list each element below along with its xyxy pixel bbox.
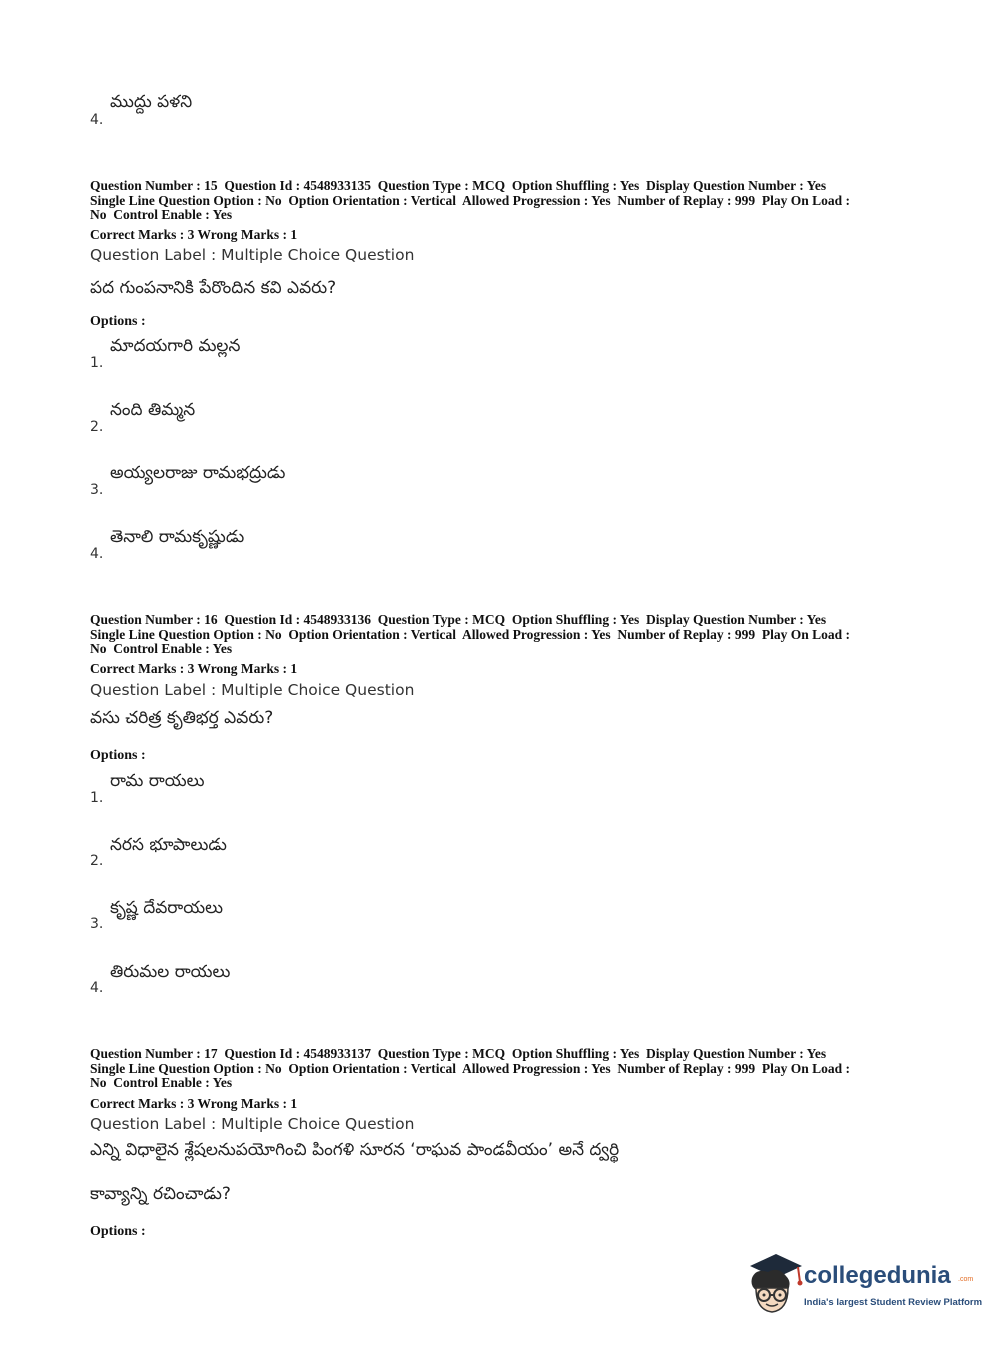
option-2-number: 2. [90,419,104,435]
option-3-number: 3. [90,482,104,498]
prev-option-4-text: ముద్దు పళని [110,92,193,112]
brand-tagline: India's largest Student Review Platform [804,1297,983,1308]
option-1-text: రామ రాయలు [110,771,205,791]
option-4-number: 4. [90,546,104,562]
option-1-number: 1. [90,790,104,806]
options-heading: Options : [90,748,146,763]
brand-domain: .com [958,1276,974,1283]
option-3-text: కృష్ణ దేవరాయలు [110,898,224,918]
question-label: Question Label : Multiple Choice Question [90,246,415,264]
prev-option-4-number: 4. [90,112,104,128]
question-text-line-2: కావ్యాన్ని రచించాడు? [90,1184,231,1204]
question-text-line-1: ఎన్ని విధాలైన శ్లేషలనుపయోగించి పింగళి సూరన ‘రాఘవ పాండవీయం’ అనే ద్వర్థి [90,1140,620,1160]
option-2-number: 2. [90,853,104,869]
question-marks: Correct Marks : 3 Wrong Marks : 1 [90,1096,298,1111]
option-2-text: నంది తిమ్మన [110,400,196,420]
option-4-number: 4. [90,980,104,996]
question-marks: Correct Marks : 3 Wrong Marks : 1 [90,661,298,676]
question-marks: Correct Marks : 3 Wrong Marks : 1 [90,227,298,242]
question-meta: Question Number : 16 Question Id : 4548933136 Question Type : MCQ Option Shuffling : Yes Display Question Number : Yes Single Line Question Option : No Option Orientation : Vertical Allowed Progression : Yes Number of Replay : 999 Play On Load : No Control Enable : Yes [90,612,851,656]
option-2-text: నరస భూపాలుడు [110,835,227,855]
brand-name: collegedunia [804,1262,951,1289]
question-label: Question Label : Multiple Choice Question [90,1115,415,1133]
mascot-icon [742,1248,804,1318]
options-heading: Options : [90,1224,146,1239]
option-1-text: మాదయగారి మల్లన [110,336,241,356]
question-text: పద గుంపనానికి పేరొందిన కవి ఎవరు? [90,278,337,298]
option-4-text: తెనాలి రామకృష్ణుడు [110,527,245,547]
question-meta: Question Number : 15 Question Id : 4548933135 Question Type : MCQ Option Shuffling : Yes Display Question Number : Yes Single Line Question Option : No Option Orientation : Vertical Allowed Progression : Yes Number of Replay : 999 Play On Load : No Control Enable : Yes [90,178,851,222]
option-3-text: అయ్యలరాజు రామభద్రుడు [110,463,286,483]
question-label: Question Label : Multiple Choice Question [90,681,415,699]
options-heading: Options : [90,314,146,329]
option-4-text: తిరుమల రాయలు [110,962,231,982]
option-3-number: 3. [90,916,104,932]
option-1-number: 1. [90,355,104,371]
question-meta: Question Number : 17 Question Id : 4548933137 Question Type : MCQ Option Shuffling : Yes Display Question Number : Yes Single Line Question Option : No Option Orientation : Vertical Allowed Progression : Yes Number of Replay : 999 Play On Load : No Control Enable : Yes [90,1046,851,1090]
question-text: వసు చరిత్ర కృతిభర్త ఎవరు? [90,708,274,728]
